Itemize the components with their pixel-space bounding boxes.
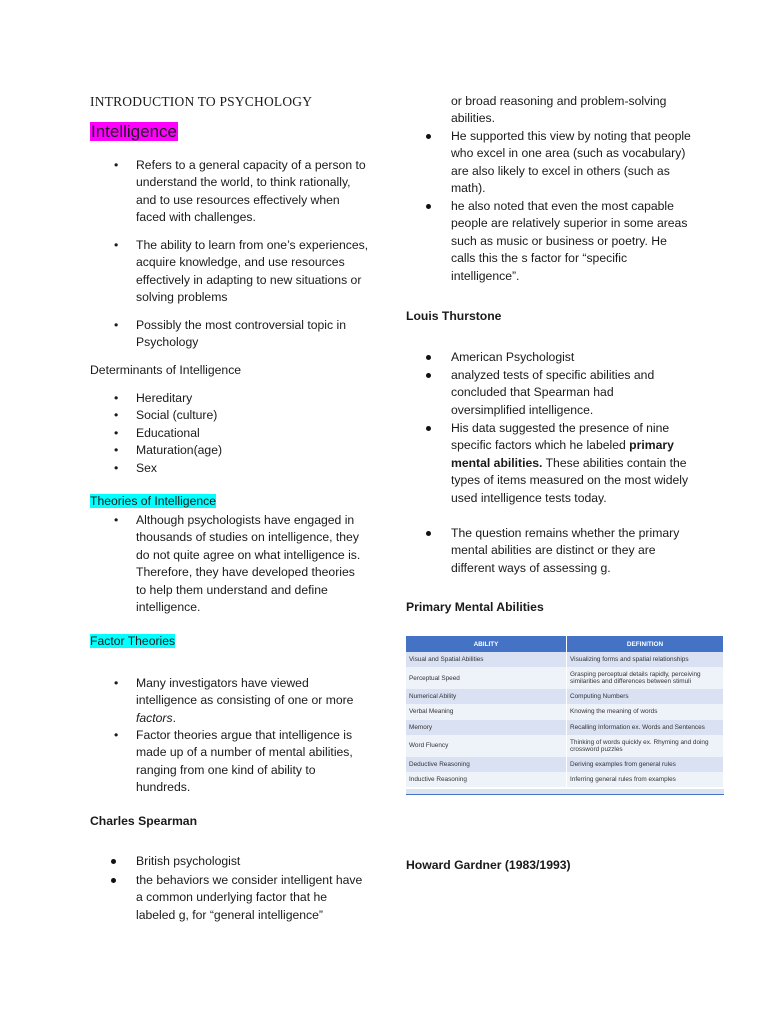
column-header-ability: ABILITY — [406, 636, 567, 652]
intelligence-bullet-2: • The ability to learn from one’s experiences, acquire knowledge, and use resources effectively in adapting to new situations or solving problems — [114, 238, 369, 305]
column-header-definition: DEFINITION — [567, 636, 724, 652]
table-row: Deductive Reasoning Deriving examples from general rules — [406, 757, 724, 772]
spearman-bullet-4: he also noted that even the most capable people are relatively superior in some areas such as music or business or poetry. He calls this the s factor for “specific intelligence”. — [451, 198, 691, 285]
pma-heading: Primary Mental Abilities — [406, 600, 544, 614]
spearman-bullet-2: the behaviors we consider intelligent have a common underlying factor that he labeled g, for “general intelligence” — [136, 872, 368, 924]
bullet-dot — [426, 531, 431, 536]
thurstone-bullet-4: The question remains whether the primary mental abilities are distinct or they are different ways of assessing g. — [451, 525, 691, 577]
table-header-row — [406, 636, 724, 652]
bullet-dot — [426, 134, 431, 139]
spearman-continuation: or broad reasoning and problem-solving abilities. — [451, 94, 667, 126]
theories-heading: Theories of Intelligence — [90, 494, 217, 508]
table-bottom-edge — [406, 789, 724, 795]
section-factor — [90, 634, 175, 648]
list-item: • Maturation(age) — [114, 443, 223, 458]
bullet-dot — [111, 878, 116, 883]
thurstone-heading: Louis Thurstone — [406, 309, 502, 323]
table-row: Verbal Meaning Knowing the meaning of words — [406, 704, 724, 719]
theories-bullet-1: • Although psychologists have engaged in thousands of studies on intelligence, they do not quite agree on what intelligence is. Therefore, they have developed theories to help them understand and define intelligence. — [114, 513, 361, 615]
bullet-marker: • — [114, 238, 119, 252]
gardner-heading: Howard Gardner (1983/1993) — [406, 858, 571, 872]
table-row: Visual and Spatial Abilities Visualizing forms and spatial relationships — [406, 652, 724, 667]
bullet-dot — [426, 204, 431, 209]
thurstone-bullet-2: analyzed tests of specific abilities and concluded that Spearman had oversimplified intelligence. — [451, 367, 691, 419]
table-row: Perceptual Speed Grasping perceptual details rapidly, perceiving similarities and differences between stimuli — [406, 667, 724, 689]
bullet-marker: • — [114, 728, 119, 742]
bullet-marker: • — [114, 318, 119, 332]
list-item: • Hereditary — [114, 391, 193, 405]
bullet-dot — [426, 426, 431, 431]
thurstone-bullet-3: His data suggested the presence of nine specific factors which he labeled primary mental abilities. These abilities contain the types of items measured on the most widely used intelligence tests today. — [451, 420, 691, 507]
table-row: Word Fluency Thinking of words quickly ex. Rhyming and doing crossword puzzles — [406, 735, 724, 757]
spearman-bullet-1: British psychologist — [136, 853, 368, 870]
bullet-marker: • — [114, 676, 119, 690]
bullet-marker: • — [114, 513, 119, 527]
determinants-list — [114, 390, 366, 477]
spearman-heading: Charles Spearman — [90, 814, 198, 828]
list-item: • Educational — [114, 425, 200, 440]
table-row: Inductive Reasoning Inferring general rules from examples — [406, 772, 724, 787]
factor-heading: Factor Theories — [90, 634, 176, 648]
bullet-dot — [426, 355, 431, 360]
spearman-bullet-3: He supported this view by noting that people who excel in one area (such as vocabulary) are also likely to excel in others (such as math). — [451, 128, 691, 198]
section-theories — [90, 494, 216, 508]
list-item: • Sex — [114, 460, 158, 475]
section-intelligence — [90, 122, 178, 142]
intelligence-heading: Intelligence — [91, 122, 178, 141]
course-title: INTRODUCTION TO PSYCHOLOGY — [90, 94, 313, 109]
pma-table — [406, 636, 724, 787]
determinants-heading: Determinants of Intelligence — [90, 363, 242, 377]
list-item: • Social (culture) — [114, 408, 218, 423]
intelligence-bullet-3: • Possibly the most controversial topic in Psychology — [114, 318, 346, 350]
table-row: Numerical Ability Computing Numbers — [406, 689, 724, 704]
intelligence-bullet-1: • Refers to a general capacity of a person to understand the world, to think rationally, and to use resources effectively when faced with challenges. — [114, 158, 366, 225]
factor-bullet-2: • Factor theories argue that intelligence is made up of a number of mental abilities, ranging from one kind of ability to hundreds. — [114, 728, 353, 795]
bullet-dot — [111, 859, 116, 864]
bullet-marker: • — [114, 158, 119, 172]
factor-bullet-1: • Many investigators have viewed intelligence as consisting of one or more factors. — [114, 676, 354, 725]
bullet-dot — [426, 373, 431, 378]
thurstone-bullet-1: American Psychologist — [451, 349, 691, 366]
table-row: Memory Recalling Information ex. Words and Sentences — [406, 720, 724, 735]
